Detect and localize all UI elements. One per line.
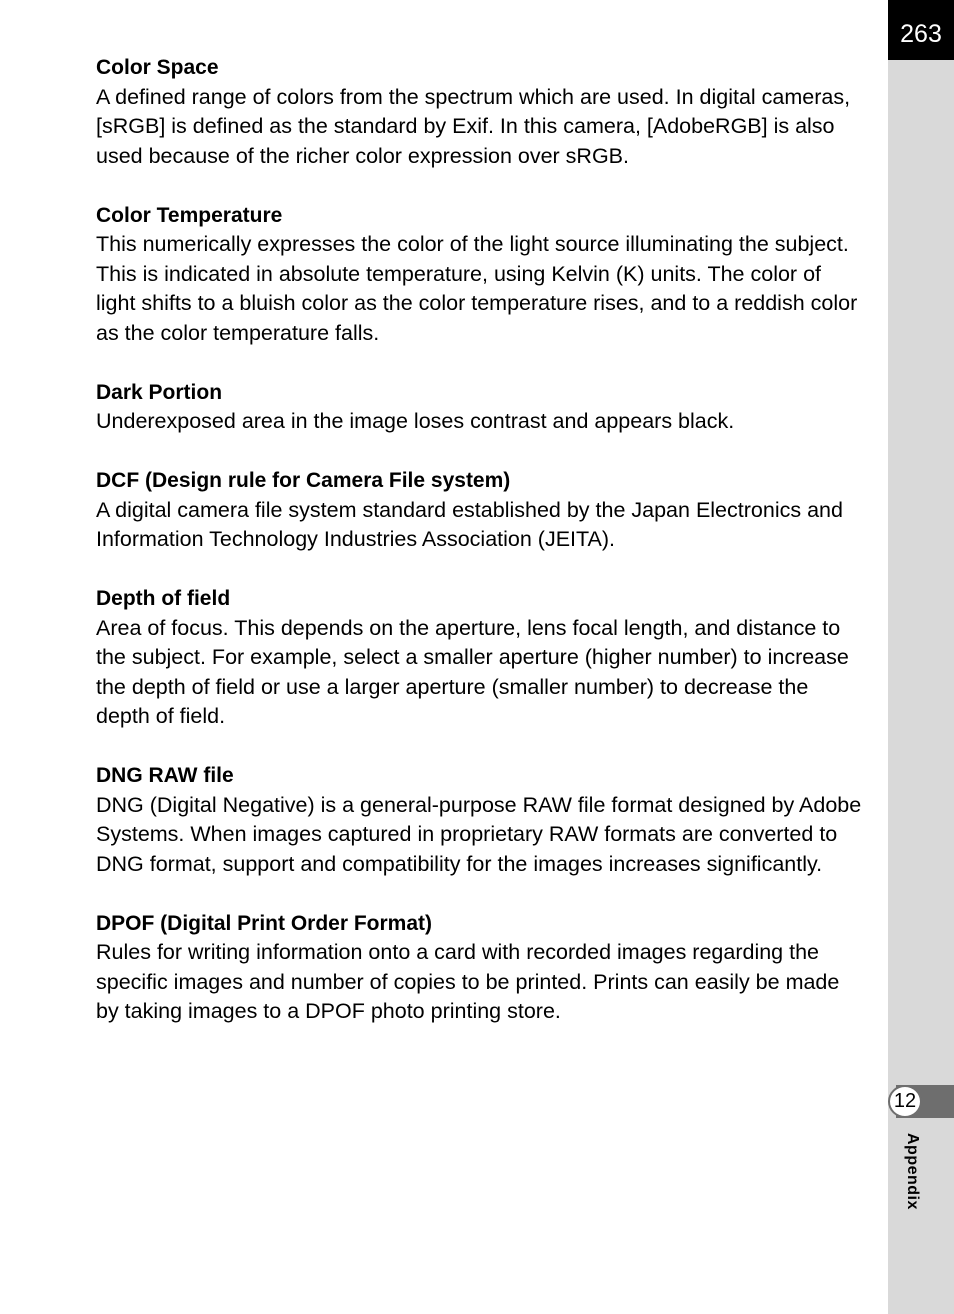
chapter-label: Appendix [904,1133,921,1210]
glossary-term: DNG RAW file [96,764,234,787]
glossary-term: Color Space [96,56,219,79]
glossary-definition: Area of focus. This depends on the aperture, lens focal length, and distance to the subject. For example, select a smaller aperture (higher number) to increase the depth of field or use a larger aperture (smaller number) to decrease the depth of field. [96,615,849,728]
glossary-term: Dark Portion [96,380,223,404]
glossary-content [96,53,866,1056]
glossary-definition: Rules for writing information onto a card with recorded images regarding the specific images and number of copies to be printed. Prints can easily be made by taking images to a DPOF photo printing store. [96,940,840,1023]
glossary-entry [96,584,866,732]
glossary-term: Color Temperature [96,203,283,227]
glossary-definition: A defined range of colors from the spectrum which are used. In digital cameras, [sRGB] is defined as the standard by Exif. In this camera, [AdobeRGB] is also used because of the richer color expression over sRGB. [96,84,851,168]
glossary-entry [96,53,866,171]
glossary-entry [96,909,866,1027]
glossary-definition: A digital camera file system standard established by the Japan Electronics and Information Technology Industries Association (JEITA). [96,497,843,551]
glossary-entry [96,761,866,879]
glossary-entry [96,378,866,437]
page-number: 263 [888,0,954,60]
glossary-definition: This numerically expresses the color of the light source illuminating the subject. This is indicated in absolute temperature, using Kelvin (K) units. The color of light shifts to a bluish color as the color temperature rises, and to a reddish color as the color temperature falls. [96,232,858,345]
glossary-definition: Underexposed area in the image loses contrast and appears black. [96,409,735,433]
glossary-entry [96,466,866,555]
glossary-term: Depth of field [96,587,231,610]
chapter-number: 12 [888,1085,922,1118]
glossary-definition: DNG (Digital Negative) is a general-purpose RAW file format designed by Adobe Systems. When images captured in proprietary RAW formats are converted to DNG format, support and compatibility for the images increases significantly. [96,792,862,876]
glossary-entry [96,201,866,349]
glossary-term: DPOF (Digital Print Order Format) [96,911,433,935]
glossary-term: DCF (Design rule for Camera File system) [96,469,511,492]
